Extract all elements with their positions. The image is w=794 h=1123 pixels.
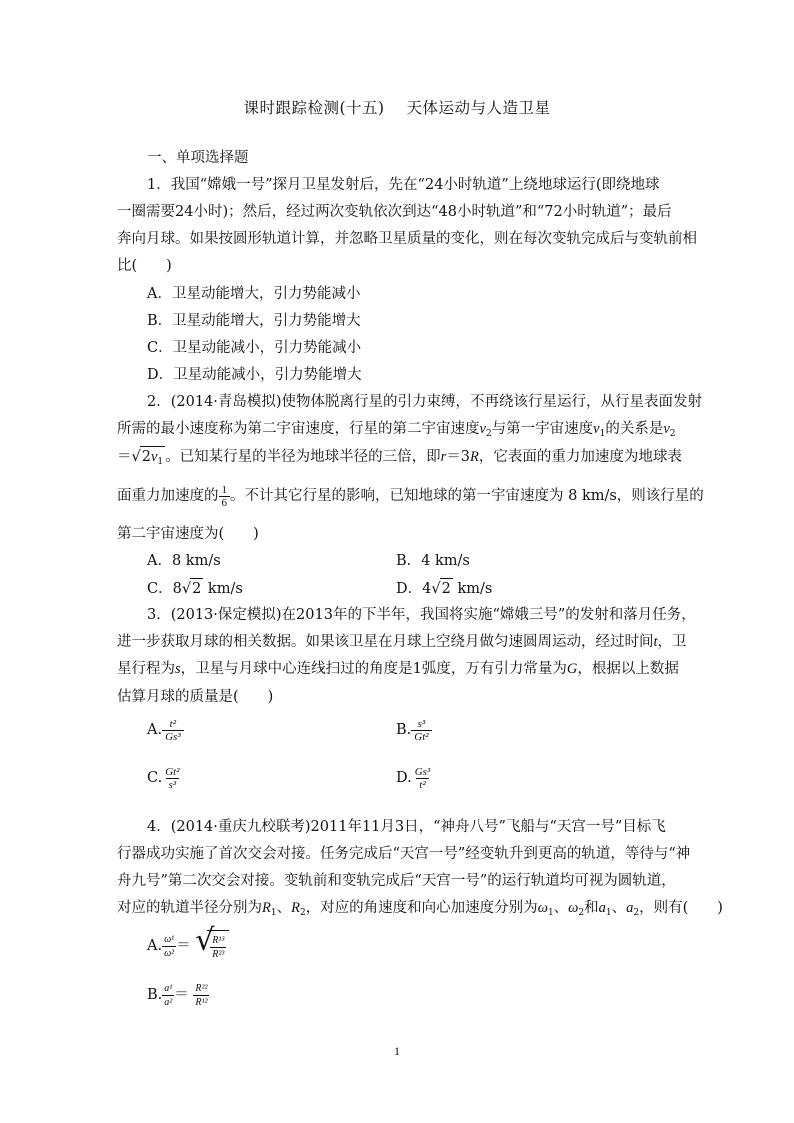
sqrt-radical: √ $\frac{\text{R¹³}}{\text{R²³}}$ [195, 930, 229, 962]
q4-option-a: A. $\frac{\text{ω¹}}{\text{ω²}}$ ＝ √ $\frac{\text{R¹³}}{\text{R²³}}$ [147, 930, 229, 962]
q4-line2: 行器成功实施了首次交会对接。任务完成后“天宫一号”经变轨升到更高的轨道，等待与“神 [117, 846, 691, 862]
q4-line1: 4．(2014·重庆九校联考)2011年11月3日，“神舟八号”飞船与“天宫一号”目标飞 [147, 819, 666, 835]
q2-option-a: A．8 km/s [147, 553, 221, 569]
title-left: 课时跟踪检测(十五) [243, 99, 385, 117]
q3-option-d: D. $\frac{\text{Gs³}}{\text{t²}}$ [396, 765, 431, 791]
q1-option-c: C．卫星动能减小，引力势能减小 [147, 340, 362, 356]
q3-line2: 进一步获取月球的相关数据。如果该卫星在月球上空绕月做匀速圆周运动，经过时间t，卫 [117, 634, 687, 650]
q1-line1: 1．我国“嫦娥一号”探月卫星发射后，先在“24小时轨道”上绕地球运行(即绕地球 [147, 177, 660, 193]
q2-option-b: B．4 km/s [396, 553, 470, 569]
page-number: 1 [394, 1044, 400, 1058]
title-right: 天体运动与人造卫星 [406, 99, 551, 117]
section-heading: 一、单项选择题 [147, 150, 249, 166]
q3-option-a: A. $\frac{\text{t²}}{\text{Gs³}}$ [147, 717, 184, 743]
fraction-one-sixth: $\frac{1}{6}$ [219, 484, 231, 509]
q1-line4: 比( ) [117, 258, 172, 274]
q1-line3: 奔向月球。如果按圆形轨道计算，并忽略卫星质量的变化，则在每次变轨完成后与变轨前相 [117, 231, 697, 247]
q4-line3: 舟九号”第二次交会对接。变轨前和变轨完成后“天宫一号”的运行轨道均可视为圆轨道， [117, 873, 676, 889]
q3-line3: 星行程为s，卫星与月球中心连线扫过的角度是1弧度，万有引力常量为G，根据以上数据 [117, 661, 679, 677]
q2-line5: 第二宇宙速度为( ) [117, 526, 259, 542]
q2-option-c: C．8√2 km/s [147, 578, 243, 599]
q2-line2: 所需的最小速度称为第二宇宙速度，行星的第二宇宙速度$v_2$与第一宇宙速度$v_1$的关系是$v_2$ [117, 421, 676, 439]
q3-line4: 估算月球的质量是( ) [117, 689, 274, 705]
q4-option-b: B. $\frac{\text{a¹}}{\text{a²}}$ ＝ $\frac{\text{R²²}}{\text{R¹²}}$ [147, 982, 208, 1008]
q2-line3: $=√2v_1$ 。已知某行星的半径为地球半径的三倍，即r＝3R，它表面的重力加速度为地球表 [117, 446, 682, 472]
q2-line1: 2．(2014·青岛模拟)使物体脱离行星的引力束缚，不再绕该行星运行，从行星表面发射 [147, 394, 703, 410]
q1-option-a: A．卫星动能增大，引力势能减小 [147, 286, 361, 302]
q4-line4: 对应的轨道半径分别为$R_1$、$R_2$，对应的角速度和向心加速度分别为$\omega_1$、$\omega_2$和$a_1$、$a_2$，则有( ) [117, 900, 723, 918]
q1-line2: 一圈需要24小时)；然后，经过两次变轨依次到达“48小时轨道”和“72小时轨道”；最后 [117, 204, 672, 220]
q2-line4: 面重力加速度的 $\frac{1}{6}$ 。不计其它行星的影响，已知地球的第一宇宙速度为 8 km/s，则该行星的 [117, 483, 704, 509]
q1-option-d: D．卫星动能减小，引力势能增大 [147, 367, 362, 383]
q3-line1: 3．(2013·保定模拟)在2013年的下半年，我国将实施“嫦娥三号”的发射和落月任务， [147, 607, 696, 623]
q2-option-d: D．4√2 km/s [396, 578, 492, 599]
q3-option-b: B. $\frac{\text{s³}}{\text{Gt²}}$ [396, 717, 432, 743]
q1-option-b: B．卫星动能增大，引力势能增大 [147, 313, 361, 329]
page-title [0, 96, 794, 118]
q3-option-c: C. $\frac{\text{Gt²}}{\text{s³}}$ [147, 765, 180, 791]
